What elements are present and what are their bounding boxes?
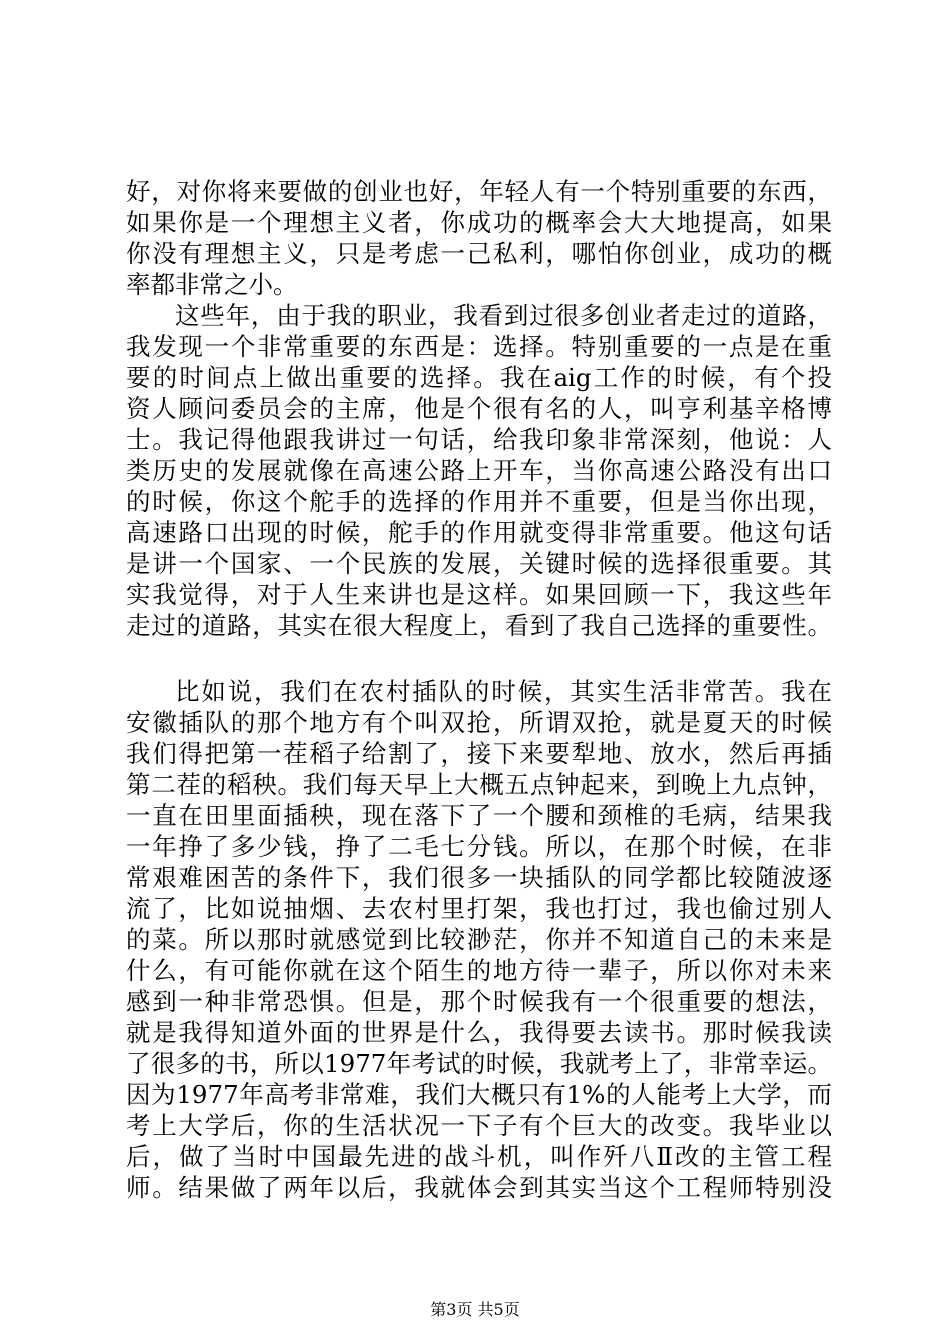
text-line: 高速路口出现的时候，舵手的作用就变得非常重要。他这句话 xyxy=(126,518,832,547)
text-line: 师。结果做了两年以后，我就体会到其实当这个工程师特别没 xyxy=(126,1173,832,1202)
text-line: 实我觉得，对于人生来讲也是这样。如果回顾一下，我这些年 xyxy=(126,580,832,609)
text-line: 如果你是一个理想主义者，你成功的概率会大大地提高，如果 xyxy=(126,208,832,237)
text-line: 比如说，我们在农村插队的时候，其实生活非常苦。我在 xyxy=(175,677,832,706)
text-line: 了很多的书，所以1977年考试的时候，我就考上了，非常幸运。 xyxy=(126,1049,832,1078)
paragraph-2 xyxy=(126,300,832,641)
text-line: 类历史的发展就像在高速公路上开车，当你高速公路没有出口 xyxy=(126,456,832,485)
text-line: 安徽插队的那个地方有个叫双抢，所谓双抢，就是夏天的时候 xyxy=(126,708,832,737)
text-line: 你没有理想主义，只是考虑一己私利，哪怕你创业，成功的概 xyxy=(126,239,832,268)
page-footer xyxy=(0,1300,950,1320)
text-line: 要的时间点上做出重要的选择。我在aig工作的时候，有个投 xyxy=(126,363,832,392)
text-line: 因为1977年高考非常难，我们大概只有1%的人能考上大学，而 xyxy=(126,1080,832,1109)
text-line: 的菜。所以那时就感觉到比较渺茫，你并不知道自己的未来是 xyxy=(126,925,832,954)
text-line: 感到一种非常恐惧。但是，那个时候我有一个很重要的想法， xyxy=(126,987,832,1016)
text-line: 第二茬的稻秧。我们每天早上大概五点钟起来，到晚上九点钟， xyxy=(126,770,832,799)
document-body xyxy=(126,176,832,1203)
text-line: 后，做了当时中国最先进的战斗机，叫作歼八Ⅱ改的主管工程 xyxy=(126,1142,832,1171)
text-line: 这些年，由于我的职业，我看到过很多创业者走过的道路， xyxy=(175,301,832,330)
paragraph-spacer xyxy=(126,641,832,676)
text-line: 什么，有可能你就在这个陌生的地方待一辈子，所以你对未来 xyxy=(126,956,832,985)
text-line: 士。我记得他跟我讲过一句话，给我印象非常深刻，他说：人 xyxy=(126,425,832,454)
text-line: 是讲一个国家、一个民族的发展，关键时候的选择很重要。其 xyxy=(126,549,832,578)
paragraph-3 xyxy=(126,676,832,1203)
text-line: 率都非常之小。 xyxy=(126,270,298,299)
text-line: 常艰难困苦的条件下，我们很多一块插队的同学都比较随波逐 xyxy=(126,863,832,892)
text-line: 走过的道路，其实在很大程度上，看到了我自己选择的重要性。 xyxy=(126,611,832,640)
paragraph-1 xyxy=(126,176,832,300)
text-line: 考上大学后，你的生活状况一下子有个巨大的改变。我毕业以 xyxy=(126,1111,832,1140)
text-line: 资人顾问委员会的主席，他是个很有名的人，叫亨利基辛格博 xyxy=(126,394,832,423)
text-line: 好，对你将来要做的创业也好，年轻人有一个特别重要的东西， xyxy=(126,177,832,206)
page-number: 第3页 共5页 xyxy=(430,1300,520,1319)
text-line: 的时候，你这个舵手的选择的作用并不重要，但是当你出现， xyxy=(126,487,832,516)
text-line: 一年挣了多少钱，挣了二毛七分钱。所以，在那个时候，在非 xyxy=(126,832,832,861)
text-line: 流了，比如说抽烟、去农村里打架，我也打过，我也偷过别人 xyxy=(126,894,832,923)
text-line: 就是我得知道外面的世界是什么，我得要去读书。那时候我读 xyxy=(126,1018,832,1047)
text-line: 我发现一个非常重要的东西是：选择。特别重要的一点是在重 xyxy=(126,332,832,361)
text-line: 我们得把第一茬稻子给割了，接下来要犁地、放水，然后再插 xyxy=(126,739,832,768)
text-line: 一直在田里面插秧，现在落下了一个腰和颈椎的毛病，结果我 xyxy=(126,801,832,830)
